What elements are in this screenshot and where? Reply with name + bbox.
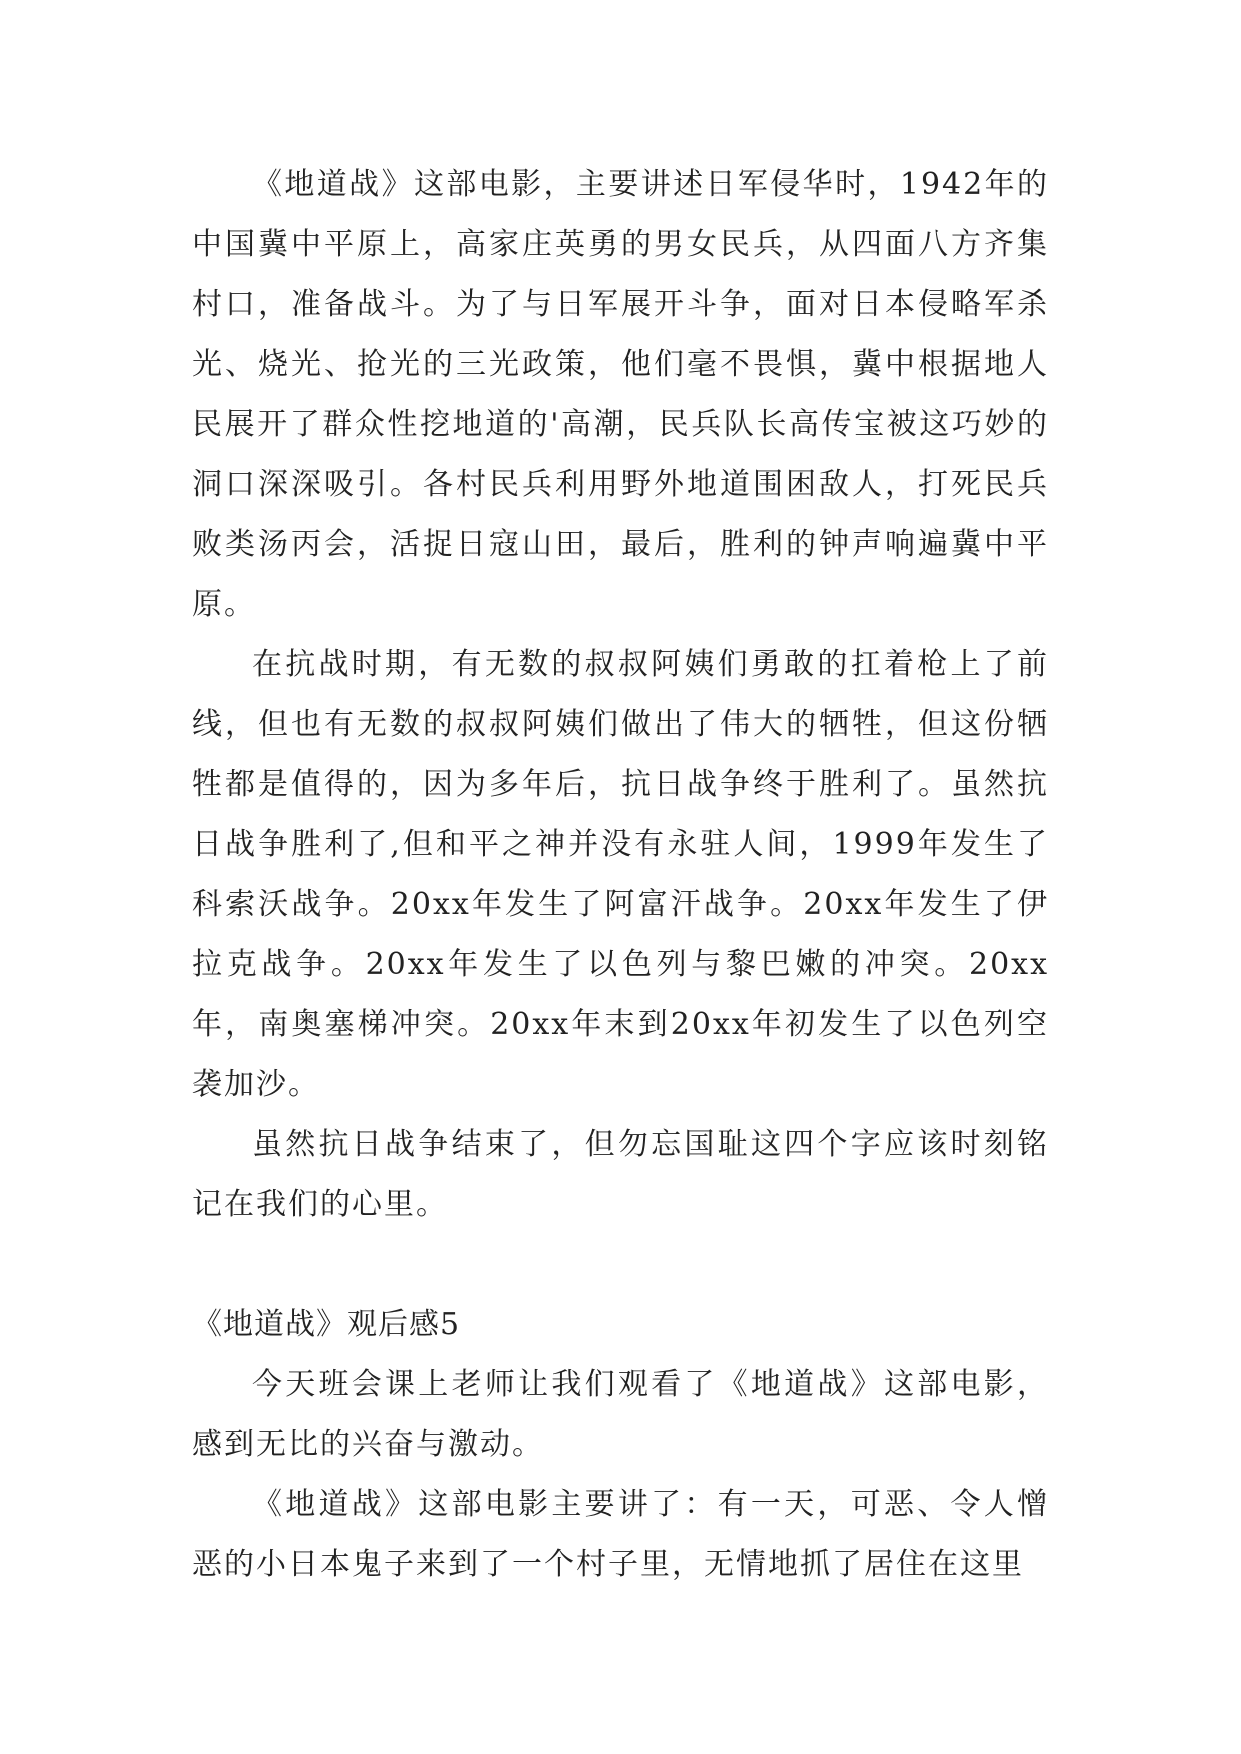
paragraph: 虽然抗日战争结束了，但勿忘国耻这四个字应该时刻铭记在我们的心里。 xyxy=(192,1127,1049,1222)
document-body xyxy=(192,155,1049,1595)
paragraph: 《地道战》这部电影主要讲了：有一天，可恶、令人憎恶的小日本鬼子来到了一个村子里，无情地抓了居住在这里 xyxy=(192,1487,1049,1582)
section-title: 《地道战》观后感5 xyxy=(192,1307,461,1342)
paragraph: 今天班会课上老师让我们观看了《地道战》这部电影，感到无比的兴奋与激动。 xyxy=(192,1367,1049,1462)
paragraph: 《地道战》这部电影，主要讲述日军侵华时，1942年的中国冀中平原上，高家庄英勇的男女民兵，从四面八方齐集村口，准备战斗。为了与日军展开斗争，面对日本侵略军杀光、烧光、抢光的三光政策，他们毫不畏惧，冀中根据地人民展开了群众性挖地道的'高潮，民兵队长高传宝被这巧妙的洞口深深吸引。各村民兵利用野外地道围困敌人，打死民兵败类汤丙会，活捉日寇山田，最后，胜利的钟声响遍冀中平原。 xyxy=(192,167,1049,622)
paragraph: 在抗战时期，有无数的叔叔阿姨们勇敢的扛着枪上了前线，但也有无数的叔叔阿姨们做出了伟大的牺牲，但这份牺牲都是值得的，因为多年后，抗日战争终于胜利了。虽然抗日战争胜利了,但和平之神并没有永驻人间，1999年发生了科索沃战争。20xx年发生了阿富汗战争。20xx年发生了伊拉克战争。20xx年发生了以色列与黎巴嫩的冲突。20xx年，南奥塞梯冲突。20xx年末到20xx年初发生了以色列空袭加沙。 xyxy=(192,647,1049,1102)
